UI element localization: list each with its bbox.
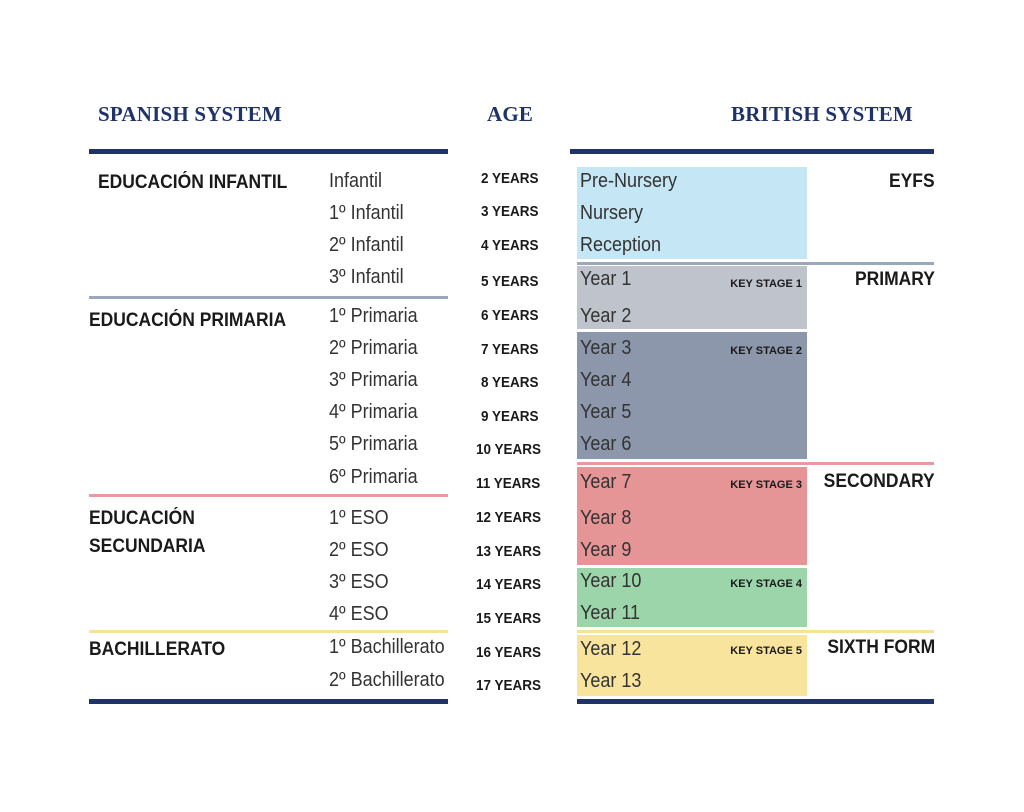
year-12: Year 12 [580, 638, 642, 660]
british-top-rule [570, 149, 934, 154]
grade-1-eso: 1º ESO [329, 507, 389, 529]
age-3: 3 YEARS [481, 203, 539, 220]
year-9: Year 9 [580, 539, 632, 561]
grade-6-primaria: 6º Primaria [329, 466, 418, 488]
year-nursery: Nursery [580, 202, 644, 224]
secundaria-divider [89, 494, 448, 497]
sixth-form-divider [577, 630, 934, 633]
key-stage-4-label: KEY STAGE 4 [730, 578, 802, 590]
grade-5-primaria: 5º Primaria [329, 433, 418, 455]
secondary-divider [577, 462, 934, 465]
bachillerato-divider [89, 630, 448, 633]
grade-4-primaria: 4º Primaria [329, 401, 418, 423]
secondary-label: SECONDARY [823, 471, 935, 492]
age-14: 14 YEARS [476, 576, 542, 593]
british-system-header: BRITISH SYSTEM [731, 102, 913, 126]
year-pre-nursery: Pre-Nursery [580, 170, 678, 192]
primary-divider [577, 262, 934, 265]
year-6: Year 6 [580, 433, 632, 455]
educacion-primaria-label: EDUCACIÓN PRIMARIA [89, 310, 287, 331]
year-reception: Reception [580, 234, 662, 256]
secundaria-label: SECUNDARIA [89, 536, 206, 557]
age-12: 12 YEARS [476, 509, 542, 526]
grade-1-primaria: 1º Primaria [329, 305, 418, 327]
educacion-label: EDUCACIÓN [89, 508, 195, 529]
age-17: 17 YEARS [476, 677, 542, 694]
grade-2-bachillerato: 2º Bachillerato [329, 669, 445, 691]
age-8: 8 YEARS [481, 374, 539, 391]
grade-3-eso: 3º ESO [329, 571, 389, 593]
year-10: Year 10 [580, 570, 642, 592]
grade-1-infantil: 1º Infantil [329, 202, 404, 224]
primary-label: PRIMARY [855, 269, 935, 290]
grade-4-eso: 4º ESO [329, 603, 389, 625]
year-1: Year 1 [580, 268, 632, 290]
primaria-divider [89, 296, 448, 299]
bachillerato-label: BACHILLERATO [89, 639, 226, 660]
grade-3-primaria: 3º Primaria [329, 369, 418, 391]
age-7: 7 YEARS [481, 341, 539, 358]
british-bottom-rule [577, 699, 934, 704]
key-stage-1-label: KEY STAGE 1 [730, 278, 802, 290]
age-5: 5 YEARS [481, 273, 539, 290]
year-8: Year 8 [580, 507, 632, 529]
age-10: 10 YEARS [476, 441, 542, 458]
grade-2-infantil: 2º Infantil [329, 234, 404, 256]
age-4: 4 YEARS [481, 237, 539, 254]
grade-3-infantil: 3º Infantil [329, 266, 404, 288]
age-15: 15 YEARS [476, 610, 542, 627]
key-stage-5-label: KEY STAGE 5 [730, 645, 802, 657]
grade-2-eso: 2º ESO [329, 539, 389, 561]
spanish-bottom-rule [89, 699, 448, 704]
spanish-top-rule [89, 149, 448, 154]
age-2: 2 YEARS [481, 170, 539, 187]
year-3: Year 3 [580, 337, 632, 359]
year-11: Year 11 [580, 602, 641, 624]
sixth-form-label: SIXTH FORM [827, 637, 935, 658]
age-16: 16 YEARS [476, 644, 542, 661]
year-4: Year 4 [580, 369, 632, 391]
age-9: 9 YEARS [481, 408, 539, 425]
year-7: Year 7 [580, 471, 632, 493]
year-2: Year 2 [580, 305, 632, 327]
spanish-system-header: SPANISH SYSTEM [98, 102, 282, 126]
eyfs-label: EYFS [889, 171, 935, 192]
educacion-infantil-label: EDUCACIÓN INFANTIL [98, 172, 288, 193]
age-13: 13 YEARS [476, 543, 542, 560]
year-13: Year 13 [580, 670, 642, 692]
grade-infantil: Infantil [329, 170, 383, 192]
age-11: 11 YEARS [476, 475, 541, 492]
key-stage-3-label: KEY STAGE 3 [730, 479, 802, 491]
key-stage-2-label: KEY STAGE 2 [730, 345, 802, 357]
age-6: 6 YEARS [481, 307, 539, 324]
grade-1-bachillerato: 1º Bachillerato [329, 636, 445, 658]
age-header: AGE [487, 102, 534, 126]
year-5: Year 5 [580, 401, 632, 423]
grade-2-primaria: 2º Primaria [329, 337, 418, 359]
